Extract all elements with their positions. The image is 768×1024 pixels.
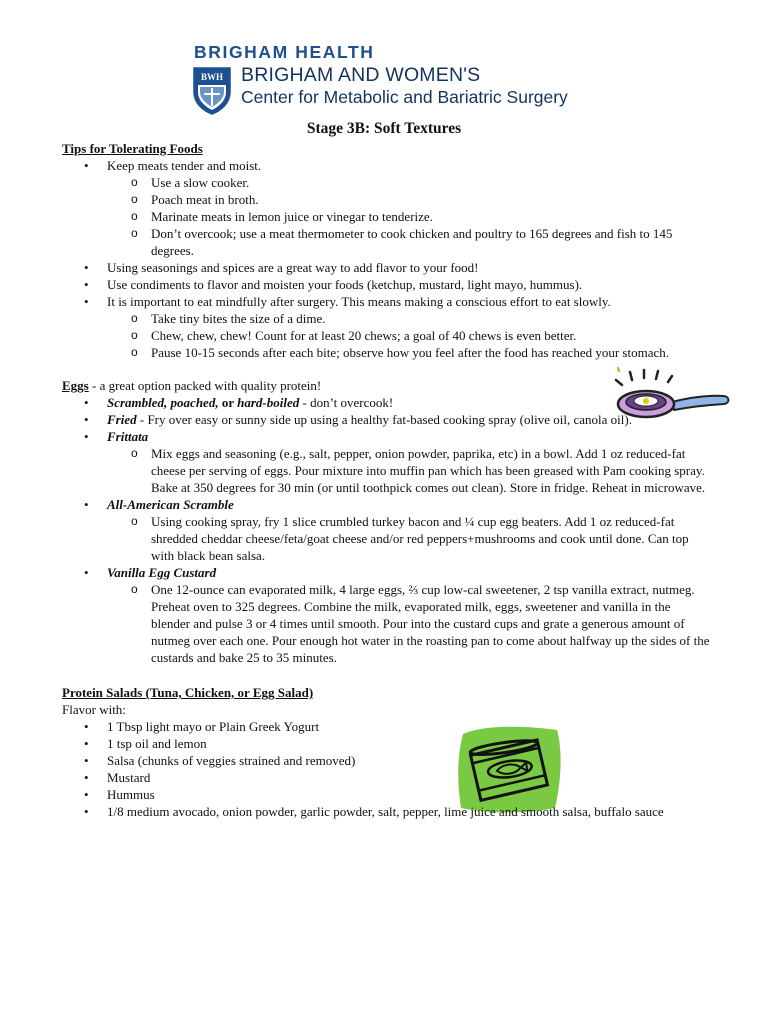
eggs-list xyxy=(62,394,710,666)
egg-note: - Fry over easy or sunny side up using a healthy fat-based cooking spray (olive oil, canola oil). xyxy=(136,412,632,427)
tips-list xyxy=(62,157,710,361)
eggs-intro-text: - a great option packed with quality protein! xyxy=(88,378,322,393)
sub-list xyxy=(107,581,710,666)
egg-style: hard-boiled xyxy=(237,395,300,410)
list-item: • 1 tsp oil and lemon xyxy=(62,735,710,752)
header xyxy=(192,42,592,122)
list-item: • Using seasonings and spices are a great way to add flavor to your food! xyxy=(62,259,710,276)
list-item: • Salsa (chunks of veggies strained and removed) xyxy=(62,752,710,769)
hospital-name: BRIGHAM AND WOMEN'S xyxy=(241,64,481,86)
center-name: Center for Metabolic and Bariatric Surgery xyxy=(241,87,568,107)
list-item: • Hummus xyxy=(62,786,710,803)
list-item: • 1 Tbsp light mayo or Plain Greek Yogurt xyxy=(62,718,710,735)
document-body xyxy=(62,140,710,820)
salads-list xyxy=(62,718,710,820)
flavor-label: Flavor with: xyxy=(62,702,126,717)
sub-list-item: o Poach meat in broth. xyxy=(107,191,710,208)
recipe-text: o One 12-ounce can evaporated milk, 4 large eggs, ⅔ cup low-cal sweetener, 2 tsp vanilla extract, nutmeg. Preheat oven to 325 degrees. Combine the milk, evaporated milk, eggs, sweetener and vanilla in the blender and pulse 3 or 4 times until smooth. Pour into the custard cups and grate a generous amount of nutmeg over each one. Pour enough hot water in the roasting pan to come about halfway up the sides of the custards and bake 25 to 35 minutes. xyxy=(107,581,710,666)
shield-text: BWH xyxy=(200,72,224,82)
bwh-shield-logo xyxy=(192,66,232,116)
list-item xyxy=(62,428,710,496)
recipe-text: o Mix eggs and seasoning (e.g., salt, pepper, onion powder, paprika, etc) in a bowl. Add 1 oz reduced-fat cheese per serving of eggs. Pour mixture into muffin pan which has been greased with Pam cooking spray. Bake at 350 degrees for 30 min (or until toothpick comes out clean). Store in fridge. Reheat in microwave. xyxy=(107,445,710,496)
eggs-intro xyxy=(62,377,710,394)
sub-list-item: o Marinate meats in lemon juice or vinegar to tenderize. xyxy=(107,208,710,225)
salads-heading: Protein Salads (Tuna, Chicken, or Egg Salad) xyxy=(62,685,314,700)
sub-list-item: o Take tiny bites the size of a dime. xyxy=(107,310,710,327)
list-item: • 1/8 medium avocado, onion powder, garlic powder, salt, pepper, lime juice and smooth salsa, buffalo sauce xyxy=(62,803,710,820)
sub-list-item: o Don’t overcook; use a meat thermometer to cook chicken and poultry to 165 degrees and fish to 145 degrees. xyxy=(107,225,710,259)
egg-style: Fried xyxy=(107,412,137,427)
list-item xyxy=(62,157,710,259)
list-item xyxy=(62,394,710,411)
tip-text: Keep meats tender and moist. xyxy=(107,158,262,173)
list-item: • Use condiments to flavor and moisten your foods (ketchup, mustard, light mayo, hummus). xyxy=(62,276,710,293)
tip-text: It is important to eat mindfully after surgery. This means making a conscious effort to eat slowly. xyxy=(107,294,611,309)
list-item xyxy=(62,411,710,428)
list-item xyxy=(62,496,710,564)
egg-style-or: or xyxy=(218,395,238,410)
list-item: • Mustard xyxy=(62,769,710,786)
sub-list-item: o Use a slow cooker. xyxy=(107,174,710,191)
eggs-heading: Eggs xyxy=(62,378,89,393)
egg-note: - don’t overcook! xyxy=(299,395,394,410)
list-item xyxy=(62,564,710,666)
recipe-text: o Using cooking spray, fry 1 slice crumbled turkey bacon and ¼ cup egg beaters. Add 1 oz reduced-fat shredded cheddar cheese/feta/goat cheese and/or red peppers+mushrooms and cook until done. Can top with black bean salsa. xyxy=(107,513,710,564)
sub-list xyxy=(107,310,710,361)
page-title: Stage 3B: Soft Textures xyxy=(306,120,462,137)
sub-list-item: o Chew, chew, chew! Count for at least 20 chews; a goal of 40 chews is even better. xyxy=(107,327,710,344)
egg-style: Scrambled, poached, xyxy=(107,395,219,410)
recipe-title: Frittata xyxy=(107,429,149,444)
tips-heading: Tips for Tolerating Foods xyxy=(62,141,203,156)
recipe-title: Vanilla Egg Custard xyxy=(107,565,217,580)
brand-name: BRIGHAM HEALTH xyxy=(194,42,375,62)
sub-list xyxy=(107,174,710,259)
recipe-title: All-American Scramble xyxy=(107,497,234,512)
sub-list xyxy=(107,513,710,564)
list-item xyxy=(62,293,710,361)
sub-list-item: o Pause 10-15 seconds after each bite; observe how you feel after the food has reached your stomach. xyxy=(107,344,710,361)
sub-list xyxy=(107,445,710,496)
